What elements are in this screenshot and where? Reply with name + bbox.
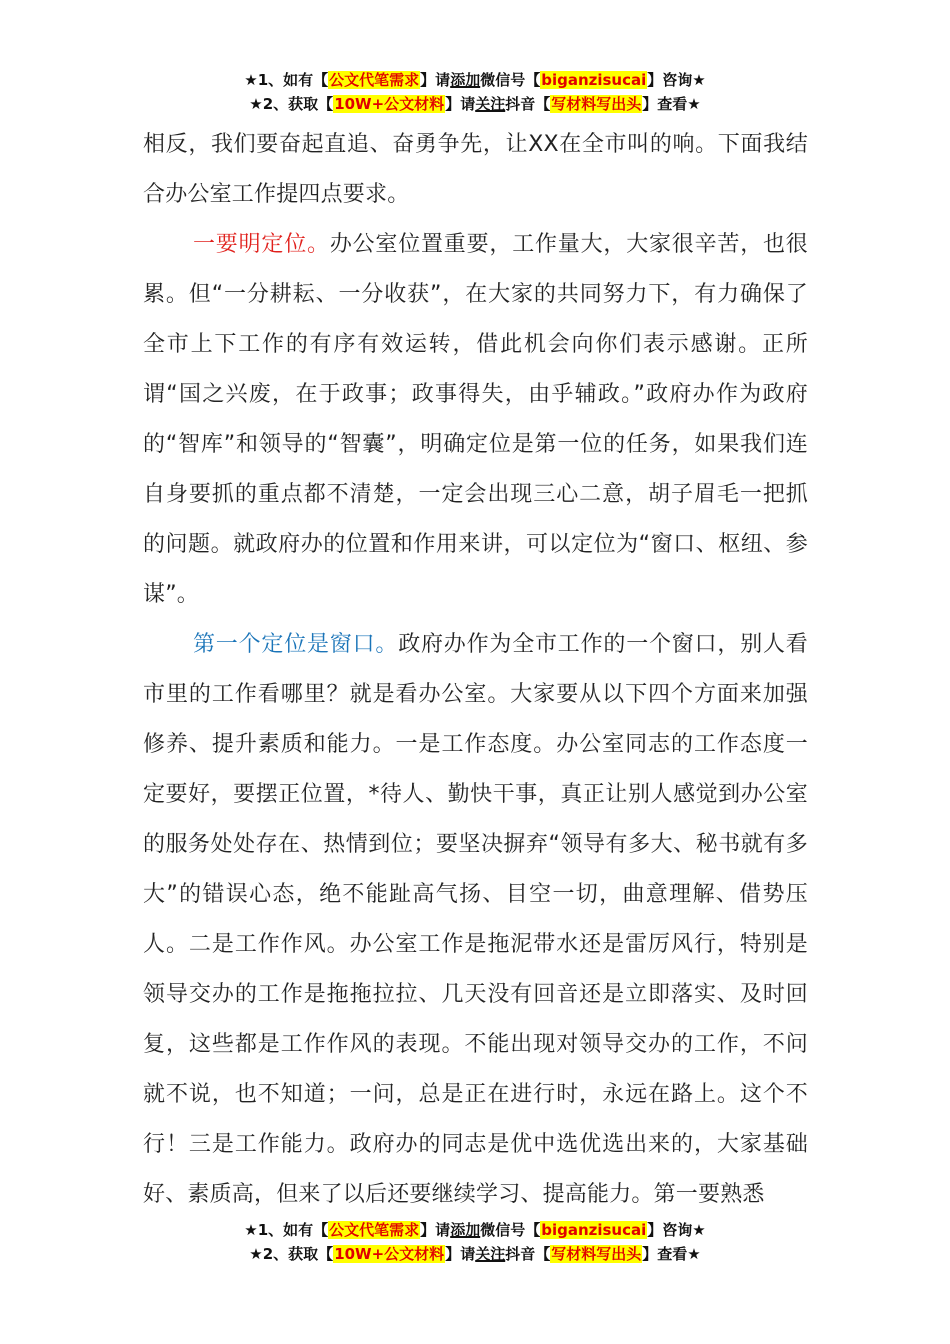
banner-wechat-id: biganzisucai [541, 1221, 647, 1239]
banner-text: 】查看★ [642, 95, 701, 113]
banner-underlined: 添加 [450, 1221, 481, 1239]
banner-text: 微信号【 [480, 71, 541, 89]
banner-underlined: 添加 [450, 71, 481, 89]
banner-text: 微信号【 [480, 1221, 541, 1239]
document-body [143, 120, 808, 1220]
banner-line-2 [0, 1242, 950, 1266]
banner-highlight: 10W+公文材料 [334, 95, 445, 113]
paragraph-window [143, 620, 808, 1220]
header-banner [0, 68, 950, 116]
banner-wechat-id: biganzisucai [541, 71, 647, 89]
subsection-heading: 第一个定位是窗口。 [193, 632, 399, 657]
banner-underlined: 关注 [475, 95, 506, 113]
banner-douyin-account: 写材料写出头 [551, 1245, 642, 1263]
banner-text: ★2、获取【 [249, 1245, 334, 1263]
banner-underlined: 关注 [475, 1245, 506, 1263]
paragraph-positioning [143, 220, 808, 620]
banner-text: ★2、获取【 [249, 95, 334, 113]
banner-text: 】请 [420, 1221, 451, 1239]
banner-text: 】请 [420, 71, 451, 89]
banner-text: 抖音【 [505, 95, 551, 113]
paragraph-text: 政府办作为全市工作的一个窗口，别人看市里的工作看哪里？就是看办公室。大家要从以下四个方面来加强修养、提升素质和能力。一是工作态度。办公室同志的工作态度一定要好，要摆正位置，*待人、勤快干事，真正让别人感觉到办公室的服务处处存在、热情到位；要坚决摒弃“领导有多大、秘书就有多大”的错误心态，绝不能趾高气扬、目空一切，曲意理解、借势压人。二是工作作风。办公室工作是拖泥带水还是雷厉风行，特别是领导交办的工作是拖拖拉拉、几天没有回音还是立即落实、及时回复，这些都是工作作风的表现。不能出现对领导交办的工作，不问就不说，也不知道；一问，总是正在进行时，永远在路上。这个不行！三是工作能力。政府办的同志是优中选优选出来的，大家基础好、素质高，但来了以后还要继续学习、提高能力。第一要熟悉 [143, 632, 808, 1207]
banner-line-1 [0, 1218, 950, 1242]
banner-text: 】请 [445, 1245, 476, 1263]
footer-banner [0, 1218, 950, 1266]
banner-line-2 [0, 92, 950, 116]
banner-text: 】咨询★ [647, 71, 706, 89]
banner-text: 】咨询★ [647, 1221, 706, 1239]
paragraph-text: 办公室位置重要，工作量大，大家很辛苦，也很累。但“一分耕耘、一分收获”，在大家的共同努力下，有力确保了全市上下工作的有序有效运转，借此机会向你们表示感谢。正所谓“国之兴废，在于政事；政事得失，由乎辅政。”政府办作为政府的“智库”和领导的“智囊”，明确定位是第一位的任务，如果我们连自身要抓的重点都不清楚，一定会出现三心二意，胡子眉毛一把抓的问题。就政府办的位置和作用来讲，可以定位为“窗口、枢纽、参谋”。 [143, 232, 809, 607]
banner-text: 】查看★ [642, 1245, 701, 1263]
banner-highlight: 10W+公文材料 [334, 1245, 445, 1263]
banner-text: ★1、如有【 [244, 1221, 329, 1239]
paragraph-intro: 相反，我们要奋起直追、奋勇争先，让XX在全市叫的响。下面我结合办公室工作提四点要求。 [143, 132, 808, 207]
section-heading: 一要明定位。 [193, 232, 330, 257]
banner-text: 】请 [445, 95, 476, 113]
banner-line-1 [0, 68, 950, 92]
banner-text: ★1、如有【 [244, 71, 329, 89]
banner-highlight: 公文代笔需求 [329, 71, 420, 89]
banner-douyin-account: 写材料写出头 [551, 95, 642, 113]
banner-highlight: 公文代笔需求 [329, 1221, 420, 1239]
banner-text: 抖音【 [505, 1245, 551, 1263]
